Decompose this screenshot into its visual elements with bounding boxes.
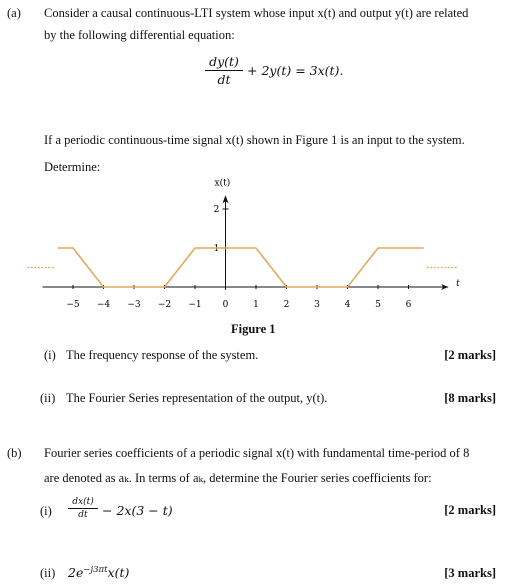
x-tick-label: 4 xyxy=(344,300,351,310)
axes-group xyxy=(43,195,449,290)
question-a-ii-text: The Fourier Series representation of the output, y(t). xyxy=(66,391,328,405)
question-a-i-text: The frequency response of the system. xyxy=(66,348,259,362)
fraction-bar xyxy=(205,70,243,71)
exp-base: 2e xyxy=(68,565,84,581)
derivative-denominator: dt xyxy=(78,510,88,520)
y-tick-label: 2 xyxy=(213,205,220,215)
x-tick-label: −3 xyxy=(127,300,141,310)
figure-caption: Figure 1 xyxy=(231,322,276,336)
equation-denominator: dt xyxy=(217,72,231,87)
x-tick-label: −2 xyxy=(157,300,172,310)
exp-rest: x(t) xyxy=(107,565,130,581)
part-b-line2: are denoted as aₖ. In terms of aₖ, determine the Fourier series coefficients for: xyxy=(44,471,432,485)
question-a-i-number: (i) xyxy=(44,348,56,362)
figure-1-plot xyxy=(0,178,507,320)
question-b-i-expression: − 2x(3 − t) xyxy=(102,503,173,518)
y-tick-label: 1 xyxy=(213,244,220,254)
ticks-group xyxy=(66,205,411,310)
determine-label: Determine: xyxy=(44,160,101,174)
x-axis-label: t xyxy=(456,279,460,289)
question-b-i-number: (i) xyxy=(40,504,52,518)
question-b-ii-marks: [3 marks] xyxy=(444,566,496,580)
question-a-ii-number: (ii) xyxy=(40,391,56,405)
x-tick-label: 0 xyxy=(222,300,229,310)
x-tick-label: 1 xyxy=(253,300,259,310)
question-b-ii-number: (ii) xyxy=(40,566,56,580)
equation-rest: + 2y(t) = 3x(t). xyxy=(247,63,344,78)
signal-group xyxy=(27,248,457,287)
y-axis-label: x(t) xyxy=(214,178,231,189)
question-b-i-marks: [2 marks] xyxy=(444,503,496,517)
x-tick-label: −4 xyxy=(96,300,111,310)
exp-superscript: −j3πt xyxy=(83,565,108,575)
part-a-label: (a) xyxy=(7,6,21,20)
question-a-i-marks: [2 marks] xyxy=(444,348,496,362)
x-tick-label: 6 xyxy=(405,300,412,310)
question-b-ii-expression xyxy=(68,565,129,580)
signal-waveform xyxy=(58,248,424,287)
question-a-ii-marks: [8 marks] xyxy=(444,391,496,405)
part-a-intro-line1: Consider a causal continuous-LTI system whose input x(t) and output y(t) are related xyxy=(44,6,469,20)
equation-numerator: dy(t) xyxy=(209,54,239,69)
equation-fraction xyxy=(205,54,243,87)
part-b-label: (b) xyxy=(7,446,22,460)
derivative-fraction-bar xyxy=(68,508,98,509)
derivative-numerator: dx(t) xyxy=(72,497,94,507)
x-tick-label: 3 xyxy=(314,300,320,310)
x-tick-label: −1 xyxy=(188,300,202,310)
part-a-intro-line2: by the following differential equation: xyxy=(44,28,235,42)
part-b-line1: Fourier series coefficients of a periodic signal x(t) with fundamental time-period of 8 xyxy=(44,446,470,460)
signal-description: If a periodic continuous-time signal x(t) shown in Figure 1 is an input to the system. xyxy=(44,133,465,147)
x-tick-label: 2 xyxy=(283,300,290,310)
x-tick-label: 5 xyxy=(375,300,381,310)
x-tick-label: −5 xyxy=(66,300,80,310)
derivative-fraction xyxy=(68,497,98,520)
